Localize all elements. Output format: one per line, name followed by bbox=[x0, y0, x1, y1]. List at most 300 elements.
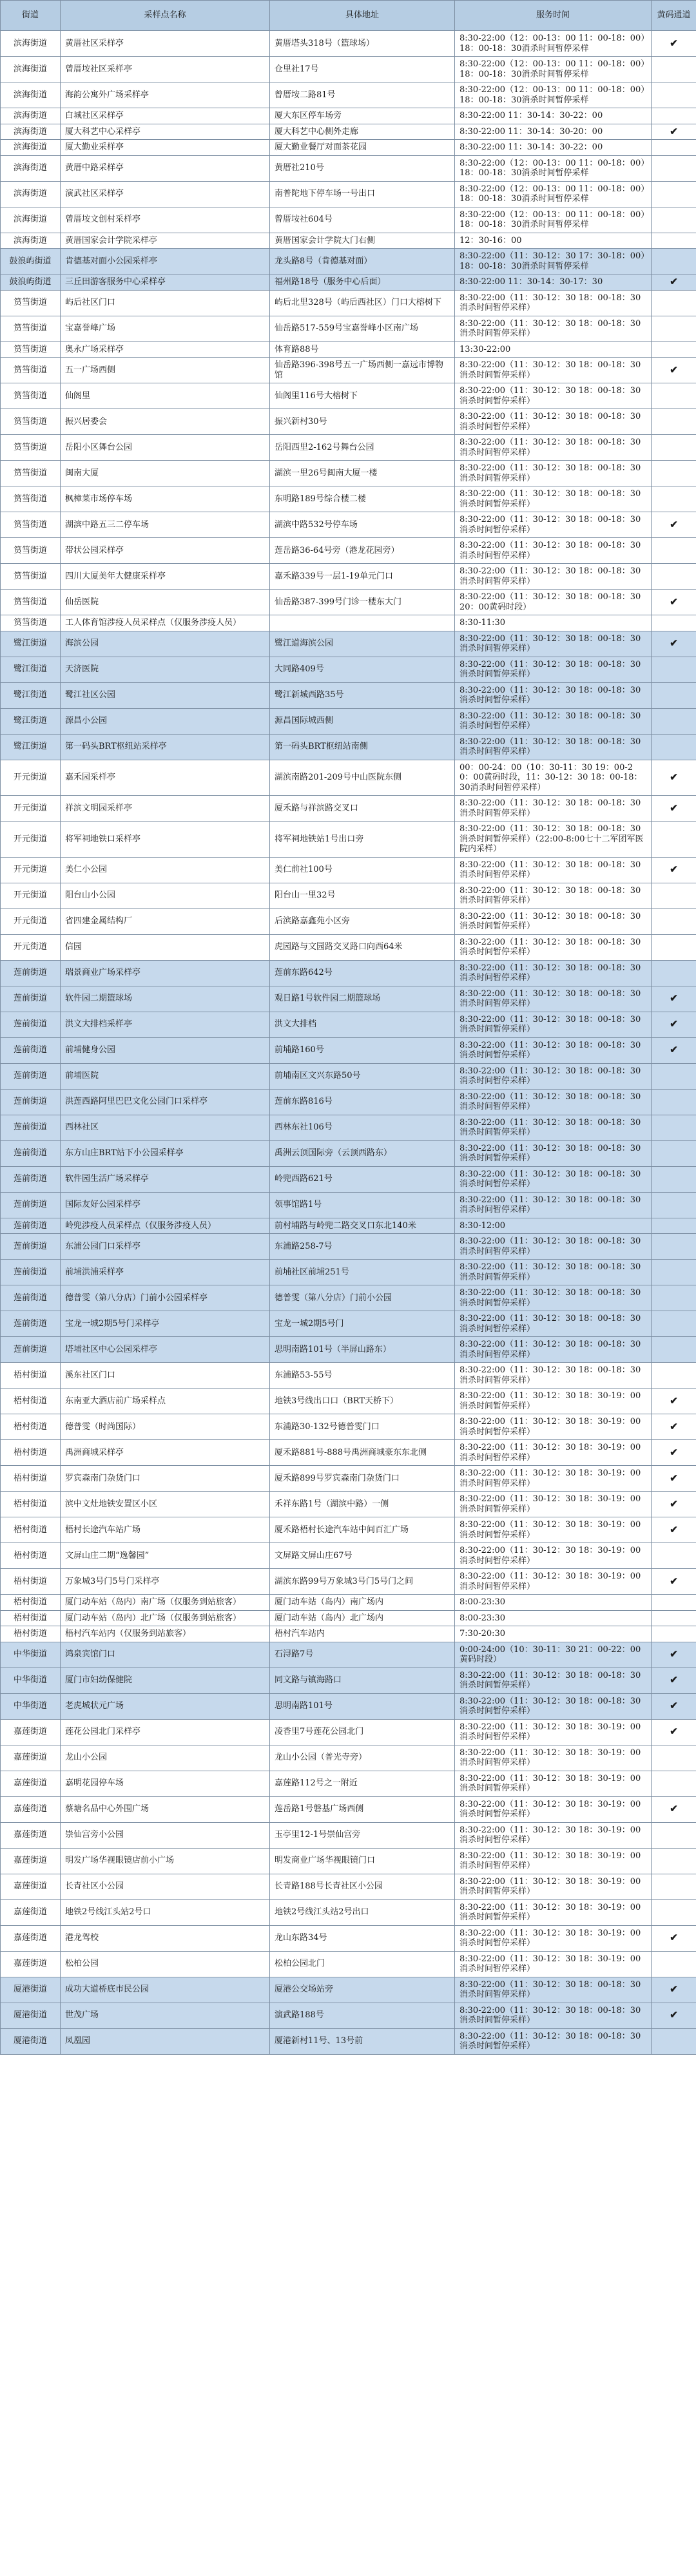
cell-address: 黄厝塔头318号（篮球场） bbox=[270, 31, 455, 57]
cell-service-hours: 8:30-22:00（11：30-12：30 18：00-18：30消杀时间暂停采样） bbox=[455, 1115, 652, 1140]
cell-street: 梧村街道 bbox=[1, 1610, 61, 1626]
checkmark-icon: ✔ bbox=[670, 1018, 678, 1030]
cell-street: 莲前街道 bbox=[1, 1140, 61, 1166]
cell-site-name: 禹洲商城采样亭 bbox=[61, 1440, 270, 1466]
cell-street: 梧村街道 bbox=[1, 1543, 61, 1569]
cell-service-hours: 8:30-22:00（11：30-12：30 18：00-18：30消杀时间暂停采样） bbox=[455, 708, 652, 734]
checkmark-icon: ✔ bbox=[670, 37, 678, 49]
cell-service-hours: 00：00-24：00（10：30-11：30 19：00-20：00黄码时段，11：30-12：30 18：00-18：30消杀时间暂停采样） bbox=[455, 760, 652, 796]
cell-site-name: 长青社区小公园 bbox=[61, 1874, 270, 1899]
cell-service-hours: 8:30-22:00 11：30-14：30-22：00 bbox=[455, 108, 652, 124]
checkmark-icon: ✔ bbox=[670, 637, 678, 649]
cell-site-name: 五一广场西侧 bbox=[61, 358, 270, 383]
cell-street: 滨海街道 bbox=[1, 82, 61, 108]
cell-site-name: 曾厝垵文创村采样亭 bbox=[61, 207, 270, 233]
cell-address: 鹭江新城西路35号 bbox=[270, 682, 455, 708]
cell-service-hours: 8:30-11:30 bbox=[455, 615, 652, 631]
cell-yellow-code bbox=[652, 1363, 696, 1389]
cell-yellow-code bbox=[652, 155, 696, 181]
cell-address: 湖滨中路532号停车场 bbox=[270, 512, 455, 538]
cell-site-name: 将军祠地铁口采样亭 bbox=[61, 822, 270, 858]
cell-street: 中华街道 bbox=[1, 1668, 61, 1693]
cell-yellow-code bbox=[652, 461, 696, 486]
table-row bbox=[1, 82, 696, 108]
cell-yellow-code bbox=[652, 908, 696, 934]
cell-site-name: 地铁2号线江头站2号口 bbox=[61, 1899, 270, 1925]
cell-site-name: 嘉明花园停车场 bbox=[61, 1771, 270, 1796]
cell-site-name: 奥永广场采样亭 bbox=[61, 341, 270, 358]
cell-site-name: 演武社区采样亭 bbox=[61, 181, 270, 207]
cell-address: 明发商业广场华视眼镜门口 bbox=[270, 1848, 455, 1874]
cell-street: 莲前街道 bbox=[1, 1037, 61, 1063]
cell-address: 岳阳西里2-162号舞台公园 bbox=[270, 435, 455, 461]
cell-address: 观日路1号软件园二期篮球场 bbox=[270, 986, 455, 1012]
cell-service-hours: 8:30-22:00（11：30-12：30 18：30-19：00消杀时间暂停采样） bbox=[455, 1874, 652, 1899]
header-address: 具体地址 bbox=[270, 1, 455, 31]
cell-address: 前埔南区文兴东路50号 bbox=[270, 1063, 455, 1089]
cell-address: 湖滨一里26号闽南大厦一楼 bbox=[270, 461, 455, 486]
cell-street: 梧村街道 bbox=[1, 1569, 61, 1595]
cell-street: 筼筜街道 bbox=[1, 358, 61, 383]
checkmark-icon: ✔ bbox=[670, 276, 678, 287]
cell-address: 前村埔路与岭兜二路交叉口东北140米 bbox=[270, 1218, 455, 1234]
cell-yellow-code bbox=[652, 1492, 696, 1517]
cell-street: 开元街道 bbox=[1, 934, 61, 960]
table-row bbox=[1, 631, 696, 657]
cell-address: 禾祥东路1号（湖滨中路）一侧 bbox=[270, 1492, 455, 1517]
cell-address: 禹洲云顶国际旁（云顶西路东） bbox=[270, 1140, 455, 1166]
cell-service-hours: 7:30-20:30 bbox=[455, 1626, 652, 1642]
table-row bbox=[1, 1311, 696, 1337]
cell-street: 嘉莲街道 bbox=[1, 1719, 61, 1745]
cell-yellow-code bbox=[652, 1440, 696, 1466]
cell-yellow-code bbox=[652, 960, 696, 986]
cell-service-hours: 8:30-22:00（11：30-12：30 18：00-18：30消杀时间暂停采样） bbox=[455, 1192, 652, 1218]
cell-site-name: 厦大勤业采样亭 bbox=[61, 140, 270, 156]
table-row bbox=[1, 383, 696, 409]
table-row bbox=[1, 960, 696, 986]
cell-street: 筼筜街道 bbox=[1, 316, 61, 341]
cell-site-name: 塔埔社区中心公园采样亭 bbox=[61, 1337, 270, 1363]
table-row bbox=[1, 908, 696, 934]
cell-site-name: 龙山小公园 bbox=[61, 1745, 270, 1771]
table-header-row bbox=[1, 1, 696, 31]
cell-address: 东浦路30-132号德普雯门口 bbox=[270, 1414, 455, 1440]
cell-yellow-code bbox=[652, 1569, 696, 1595]
table-row bbox=[1, 1796, 696, 1822]
cell-address: 厦港新村11号、13号前 bbox=[270, 2028, 455, 2054]
cell-address: 第一码头BRT枢纽站南侧 bbox=[270, 734, 455, 760]
cell-street: 滨海街道 bbox=[1, 155, 61, 181]
cell-site-name: 厦大科艺中心采样亭 bbox=[61, 124, 270, 140]
cell-yellow-code bbox=[652, 590, 696, 615]
table-row bbox=[1, 1492, 696, 1517]
cell-yellow-code bbox=[652, 290, 696, 316]
cell-street: 梧村街道 bbox=[1, 1517, 61, 1543]
cell-street: 嘉莲街道 bbox=[1, 1822, 61, 1848]
table-row bbox=[1, 1389, 696, 1414]
cell-yellow-code bbox=[652, 31, 696, 57]
cell-yellow-code bbox=[652, 822, 696, 858]
cell-yellow-code bbox=[652, 358, 696, 383]
cell-address: 德普雯（第八分店）门前小公园 bbox=[270, 1285, 455, 1311]
table-row bbox=[1, 1626, 696, 1642]
table-row bbox=[1, 657, 696, 682]
cell-address: 龙山东路34号 bbox=[270, 1925, 455, 1951]
cell-site-name: 明发广场华视眼镜店前小广场 bbox=[61, 1848, 270, 1874]
cell-address: 凌香里7号莲花公园北门 bbox=[270, 1719, 455, 1745]
cell-service-hours: 8:30-22:00（11：30-12：30 18：30-19：00消杀时间暂停采样） bbox=[455, 1719, 652, 1745]
cell-site-name: 洪文大排档采样亭 bbox=[61, 1012, 270, 1037]
cell-service-hours: 8:30-22:00（11：30-12：30 18：30-19：00消杀时间暂停采样） bbox=[455, 1899, 652, 1925]
cell-yellow-code bbox=[652, 1668, 696, 1693]
cell-service-hours: 8:30-22:00（11：30-12：30 18：00-18：30消杀时间暂停采样） bbox=[455, 1166, 652, 1192]
cell-site-name: 鸿泉宾馆门口 bbox=[61, 1642, 270, 1668]
table-row bbox=[1, 1951, 696, 1977]
table-row bbox=[1, 1925, 696, 1951]
cell-site-name: 枫樟菜市场停车场 bbox=[61, 486, 270, 512]
cell-address: 前埔路160号 bbox=[270, 1037, 455, 1063]
cell-street: 嘉莲街道 bbox=[1, 1874, 61, 1899]
cell-yellow-code bbox=[652, 316, 696, 341]
header-service-hours: 服务时间 bbox=[455, 1, 652, 31]
table-row bbox=[1, 435, 696, 461]
cell-street: 嘉莲街道 bbox=[1, 1771, 61, 1796]
cell-site-name: 闽南大厦 bbox=[61, 461, 270, 486]
cell-address: 石浔路7号 bbox=[270, 1642, 455, 1668]
cell-service-hours: 8:30-22:00（11：30-12：30 18：00-18：30消杀时间暂停采样） bbox=[455, 461, 652, 486]
cell-address: 厦大勤业餐厅对面茶花园 bbox=[270, 140, 455, 156]
cell-address: 黄厝社210号 bbox=[270, 155, 455, 181]
cell-street: 莲前街道 bbox=[1, 1089, 61, 1115]
cell-yellow-code bbox=[652, 1745, 696, 1771]
cell-street: 梧村街道 bbox=[1, 1440, 61, 1466]
checkmark-icon: ✔ bbox=[670, 1523, 678, 1535]
cell-street: 梧村街道 bbox=[1, 1492, 61, 1517]
table-row bbox=[1, 1543, 696, 1569]
cell-site-name: 西林社区 bbox=[61, 1115, 270, 1140]
cell-site-name: 德普雯（第八分店）门前小公园采样亭 bbox=[61, 1285, 270, 1311]
cell-address: 梧村汽车站内 bbox=[270, 1626, 455, 1642]
cell-yellow-code bbox=[652, 1543, 696, 1569]
cell-address: 领事馆路1号 bbox=[270, 1192, 455, 1218]
cell-address: 福州路18号（服务中心后面） bbox=[270, 274, 455, 291]
cell-address: 厦大东区停车场旁 bbox=[270, 108, 455, 124]
table-row bbox=[1, 1363, 696, 1389]
cell-street: 莲前街道 bbox=[1, 960, 61, 986]
cell-address: 莲岳路36-64号旁（港龙花园旁） bbox=[270, 538, 455, 564]
cell-yellow-code bbox=[652, 1693, 696, 1719]
cell-street: 滨海街道 bbox=[1, 57, 61, 82]
cell-address: 嘉莲路112号之一附近 bbox=[270, 1771, 455, 1796]
cell-street: 梧村街道 bbox=[1, 1389, 61, 1414]
table-row bbox=[1, 1115, 696, 1140]
cell-address: 厦禾路881号-888号禹洲商城豪东东北侧 bbox=[270, 1440, 455, 1466]
cell-site-name: 三丘田游客服务中心采样亭 bbox=[61, 274, 270, 291]
cell-address: 思明南路101号 bbox=[270, 1693, 455, 1719]
cell-address: 振兴新村30号 bbox=[270, 409, 455, 435]
cell-service-hours: 8:30-22:00（11：30-12：30 18：30-19：00消杀时间暂停采样） bbox=[455, 1466, 652, 1492]
cell-site-name: 肯德基对面小公园采样亭 bbox=[61, 249, 270, 274]
table-row bbox=[1, 2028, 696, 2054]
cell-service-hours: 8:30-22:00（11：30-12：30 18：00-18：30消杀时间暂停采样） bbox=[455, 1693, 652, 1719]
cell-site-name: 德普雯（时尚国际） bbox=[61, 1414, 270, 1440]
cell-address bbox=[270, 615, 455, 631]
checkmark-icon: ✔ bbox=[670, 2009, 678, 2021]
table-row bbox=[1, 1899, 696, 1925]
table-row bbox=[1, 1466, 696, 1492]
cell-site-name: 老虎城状元广场 bbox=[61, 1693, 270, 1719]
cell-yellow-code bbox=[652, 1796, 696, 1822]
cell-yellow-code bbox=[652, 341, 696, 358]
checkmark-icon: ✔ bbox=[670, 992, 678, 1004]
cell-site-name: 宝龙一城2期5号门采样亭 bbox=[61, 1311, 270, 1337]
cell-service-hours: 0:00-24:00（10：30-11：30 21：00-22：00黄码时段） bbox=[455, 1642, 652, 1668]
cell-yellow-code bbox=[652, 1977, 696, 2003]
cell-address: 曾厝垵二路81号 bbox=[270, 82, 455, 108]
cell-site-name: 软件园二期篮球场 bbox=[61, 986, 270, 1012]
cell-site-name: 罗宾森南门杂货门口 bbox=[61, 1466, 270, 1492]
cell-yellow-code bbox=[652, 796, 696, 822]
cell-service-hours: 8:30-22:00（11：30-12：30 18：30-19：00消杀时间暂停采样） bbox=[455, 1492, 652, 1517]
cell-site-name: 滨中文灶地铁安置区小区 bbox=[61, 1492, 270, 1517]
cell-site-name: 国际友好公园采样亭 bbox=[61, 1192, 270, 1218]
cell-service-hours: 8:30-22:00（11：30-12：30 18：30-19：00消杀时间暂停采样） bbox=[455, 1414, 652, 1440]
checkmark-icon: ✔ bbox=[670, 1932, 678, 1944]
checkmark-icon: ✔ bbox=[670, 1472, 678, 1484]
cell-yellow-code bbox=[652, 1626, 696, 1642]
cell-address: 厦禾路梧村长途汽车站中间百汇广场 bbox=[270, 1517, 455, 1543]
cell-street: 莲前街道 bbox=[1, 1260, 61, 1285]
cell-service-hours: 8:30-22:00（12：00-13：00 11：00-18：00）18：00-18：30消杀时间暂停采样 bbox=[455, 57, 652, 82]
cell-yellow-code bbox=[652, 657, 696, 682]
cell-yellow-code bbox=[652, 1037, 696, 1063]
table-row bbox=[1, 124, 696, 140]
cell-site-name: 瑞景商业广场采样亭 bbox=[61, 960, 270, 986]
cell-address: 南普陀地下停车场一号出口 bbox=[270, 181, 455, 207]
cell-address: 莲前东路816号 bbox=[270, 1089, 455, 1115]
cell-address: 宝龙一城2期5号门 bbox=[270, 1311, 455, 1337]
cell-street: 嘉莲街道 bbox=[1, 1745, 61, 1771]
cell-site-name: 第一码头BRT枢纽站采样亭 bbox=[61, 734, 270, 760]
cell-service-hours: 8:30-22:00（11：30-12：30 18：30-19：00消杀时间暂停采样） bbox=[455, 1389, 652, 1414]
cell-address: 后滨路嘉鑫苑小区旁 bbox=[270, 908, 455, 934]
cell-service-hours: 8:30-22:00（11：30-12：30 18：00-18：30消杀时间暂停采样） bbox=[455, 1285, 652, 1311]
table-row bbox=[1, 1874, 696, 1899]
cell-street: 莲前街道 bbox=[1, 1166, 61, 1192]
cell-street: 筼筜街道 bbox=[1, 615, 61, 631]
cell-service-hours: 8:30-22:00（11：30-12：30 18：00-18：30消杀时间暂停采样） bbox=[455, 486, 652, 512]
checkmark-icon: ✔ bbox=[670, 518, 678, 530]
table-row bbox=[1, 1089, 696, 1115]
cell-street: 莲前街道 bbox=[1, 986, 61, 1012]
cell-service-hours: 8:30-22:00（12：00-13：00 11：00-18：00）18：00-18：30消杀时间暂停采样 bbox=[455, 207, 652, 233]
cell-site-name: 黄厝国家会计学院采样亭 bbox=[61, 233, 270, 249]
cell-address: 地铁3号线出口口（BRT天桥下） bbox=[270, 1389, 455, 1414]
cell-site-name: 蔡塘名品中心外围广场 bbox=[61, 1796, 270, 1822]
cell-site-name: 万象城3号门5号门采样亭 bbox=[61, 1569, 270, 1595]
cell-street: 滨海街道 bbox=[1, 181, 61, 207]
cell-service-hours: 8:30-22:00 11：30-14：30-20：00 bbox=[455, 124, 652, 140]
cell-yellow-code bbox=[652, 1466, 696, 1492]
cell-service-hours: 8:30-22:00（11：30-12：30 18：00-18：30消杀时间暂停采样） bbox=[455, 316, 652, 341]
cell-service-hours: 8:30-22:00（11：30-12：30 18：00-18：30消杀时间暂停采样） bbox=[455, 1363, 652, 1389]
cell-site-name: 屿后社区门口 bbox=[61, 290, 270, 316]
table-row bbox=[1, 1218, 696, 1234]
cell-yellow-code bbox=[652, 538, 696, 564]
cell-site-name: 厦门市妇幼保健院 bbox=[61, 1668, 270, 1693]
cell-service-hours: 8:30-22:00（11：30-12：30 18：00-18：30消杀时间暂停采样） bbox=[455, 1037, 652, 1063]
cell-service-hours: 8:30-22:00（11：30-12：30 18：30-19：00消杀时间暂停采样） bbox=[455, 1440, 652, 1466]
cell-street: 筼筜街道 bbox=[1, 538, 61, 564]
table-row bbox=[1, 1569, 696, 1595]
table-row bbox=[1, 857, 696, 883]
cell-address: 美仁前社100号 bbox=[270, 857, 455, 883]
cell-street: 莲前街道 bbox=[1, 1192, 61, 1218]
checkmark-icon: ✔ bbox=[670, 1044, 678, 1056]
cell-site-name: 文屏山庄二期“逸馨园” bbox=[61, 1543, 270, 1569]
cell-street: 开元街道 bbox=[1, 857, 61, 883]
table-row bbox=[1, 822, 696, 858]
cell-street: 鹭江街道 bbox=[1, 631, 61, 657]
cell-street: 厦港街道 bbox=[1, 2003, 61, 2028]
cell-site-name: 湖滨中路五三二停车场 bbox=[61, 512, 270, 538]
cell-service-hours: 8:00-23:30 bbox=[455, 1595, 652, 1611]
cell-street: 嘉莲街道 bbox=[1, 1796, 61, 1822]
table-row bbox=[1, 249, 696, 274]
cell-service-hours: 8:30-22:00（11：30-12：30 18：00-18：30消杀时间暂停采样） bbox=[455, 1260, 652, 1285]
cell-street: 嘉莲街道 bbox=[1, 1925, 61, 1951]
cell-street: 中华街道 bbox=[1, 1693, 61, 1719]
cell-street: 滨海街道 bbox=[1, 140, 61, 156]
cell-site-name: 东方山庄BRT站下小公园采样亭 bbox=[61, 1140, 270, 1166]
cell-address: 莲前东路642号 bbox=[270, 960, 455, 986]
table-row bbox=[1, 1610, 696, 1626]
cell-yellow-code bbox=[652, 1517, 696, 1543]
cell-service-hours: 8:30-22:00（12：00-13：00 11：00-18：00）18：00-18：30消杀时间暂停采样 bbox=[455, 155, 652, 181]
table-row bbox=[1, 1234, 696, 1260]
cell-site-name: 仙岳医院 bbox=[61, 590, 270, 615]
table-row bbox=[1, 1595, 696, 1611]
cell-site-name: 美仁小公园 bbox=[61, 857, 270, 883]
cell-site-name: 梧村汽车站内（仅服务到站旅客） bbox=[61, 1626, 270, 1642]
cell-service-hours: 8:30-22:00 11：30-14：30-22：00 bbox=[455, 140, 652, 156]
cell-address: 前埔社区前埔251号 bbox=[270, 1260, 455, 1285]
cell-site-name: 嘉禾园采样亭 bbox=[61, 760, 270, 796]
cell-address: 源昌国际城西侧 bbox=[270, 708, 455, 734]
cell-address: 西林东社106号 bbox=[270, 1115, 455, 1140]
cell-street: 鹭江街道 bbox=[1, 734, 61, 760]
cell-site-name: 莲花公园北门采样亭 bbox=[61, 1719, 270, 1745]
cell-site-name: 祥滨文明园采样亭 bbox=[61, 796, 270, 822]
cell-address: 厦大科艺中心侧外走廊 bbox=[270, 124, 455, 140]
cell-address: 将军祠地铁站1号出口旁 bbox=[270, 822, 455, 858]
cell-address: 玉亭里12-1号崇仙宫旁 bbox=[270, 1822, 455, 1848]
table-row bbox=[1, 564, 696, 590]
cell-yellow-code bbox=[652, 734, 696, 760]
cell-service-hours: 8:30-22:00（11：30-12：30 18：00-18：30消杀时间暂停采样） bbox=[455, 857, 652, 883]
cell-street: 梧村街道 bbox=[1, 1466, 61, 1492]
cell-site-name: 信园 bbox=[61, 934, 270, 960]
header-yellow-code-channel: 黄码通道 bbox=[652, 1, 696, 31]
checkmark-icon: ✔ bbox=[670, 1420, 678, 1432]
cell-yellow-code bbox=[652, 1848, 696, 1874]
cell-service-hours: 8:30-22:00（11：30-12：30 17：30-18：00）18：00-18：30消杀时间暂停采样 bbox=[455, 249, 652, 274]
cell-street: 开元街道 bbox=[1, 822, 61, 858]
cell-street: 筼筜街道 bbox=[1, 383, 61, 409]
cell-site-name: 省四建金属结构厂 bbox=[61, 908, 270, 934]
cell-site-name: 成功大道桥底市民公园 bbox=[61, 1977, 270, 2003]
table-row bbox=[1, 1440, 696, 1466]
cell-street: 莲前街道 bbox=[1, 1115, 61, 1140]
cell-address: 曾厝垵社604号 bbox=[270, 207, 455, 233]
cell-yellow-code bbox=[652, 1337, 696, 1363]
checkmark-icon: ✔ bbox=[670, 1394, 678, 1407]
table-row bbox=[1, 734, 696, 760]
cell-yellow-code bbox=[652, 682, 696, 708]
cell-street: 梧村街道 bbox=[1, 1626, 61, 1642]
cell-service-hours: 8:30-22:00（11：30-12：30 18：00-18：30消杀时间暂停采样） bbox=[455, 986, 652, 1012]
cell-street: 滨海街道 bbox=[1, 108, 61, 124]
cell-street: 开元街道 bbox=[1, 883, 61, 908]
cell-site-name: 世茂广场 bbox=[61, 2003, 270, 2028]
checkmark-icon: ✔ bbox=[670, 1497, 678, 1510]
cell-street: 莲前街道 bbox=[1, 1311, 61, 1337]
table-row bbox=[1, 682, 696, 708]
cell-yellow-code bbox=[652, 274, 696, 291]
cell-yellow-code bbox=[652, 1925, 696, 1951]
cell-street: 筼筜街道 bbox=[1, 409, 61, 435]
table-row bbox=[1, 31, 696, 57]
cell-site-name: 带状公园采样亭 bbox=[61, 538, 270, 564]
table-row bbox=[1, 708, 696, 734]
table-row bbox=[1, 316, 696, 341]
cell-yellow-code bbox=[652, 1089, 696, 1115]
cell-address: 龙山小公园（普光寺旁） bbox=[270, 1745, 455, 1771]
cell-street: 梧村街道 bbox=[1, 1595, 61, 1611]
cell-service-hours: 8:30-22:00（11：30-12：30 18：00-18：30消杀时间暂停采样） bbox=[455, 908, 652, 934]
table-row bbox=[1, 1719, 696, 1745]
table-row bbox=[1, 1140, 696, 1166]
cell-service-hours: 8:30-22:00（11：30-12：30 18：00-18：30消杀时间暂停采样） bbox=[455, 682, 652, 708]
table-row bbox=[1, 1642, 696, 1668]
table-row bbox=[1, 883, 696, 908]
cell-service-hours: 8:30-22:00 11：30-14：30-17：30 bbox=[455, 274, 652, 291]
table-row bbox=[1, 1337, 696, 1363]
cell-service-hours: 8:30-22:00（11：30-12：30 18：30-19：00消杀时间暂停采样） bbox=[455, 1745, 652, 1771]
cell-service-hours: 8:30-22:00（11：30-12：30 18：00-18：30消杀时间暂停采样） bbox=[455, 1668, 652, 1693]
checkmark-icon: ✔ bbox=[670, 1700, 678, 1712]
cell-service-hours: 12：30-16：00 bbox=[455, 233, 652, 249]
cell-site-name: 海滨公园 bbox=[61, 631, 270, 657]
table-row bbox=[1, 1192, 696, 1218]
table-row bbox=[1, 2003, 696, 2028]
cell-address: 体育路88号 bbox=[270, 341, 455, 358]
cell-site-name: 白城社区采样亭 bbox=[61, 108, 270, 124]
cell-yellow-code bbox=[652, 1234, 696, 1260]
cell-service-hours: 8:30-22:00（12：00-13：00 11：00-18：00）18：00-18：30消杀时间暂停采样 bbox=[455, 181, 652, 207]
checkmark-icon: ✔ bbox=[670, 1725, 678, 1738]
cell-street: 筼筜街道 bbox=[1, 435, 61, 461]
cell-service-hours: 8:00-23:30 bbox=[455, 1610, 652, 1626]
table-row bbox=[1, 341, 696, 358]
cell-service-hours: 8:30-22:00（12：00-13：00 11：00-18：00）18：00-18：30消杀时间暂停采样 bbox=[455, 31, 652, 57]
cell-site-name: 仙阁里 bbox=[61, 383, 270, 409]
cell-service-hours: 8:30-22:00（11：30-12：30 18：30-19：00消杀时间暂停采样） bbox=[455, 1925, 652, 1951]
cell-service-hours: 13:30-22:00 bbox=[455, 341, 652, 358]
checkmark-icon: ✔ bbox=[670, 802, 678, 814]
cell-service-hours: 8:30-22:00（11：30-12：30 18：00-18：30消杀时间暂停采样） bbox=[455, 2028, 652, 2054]
